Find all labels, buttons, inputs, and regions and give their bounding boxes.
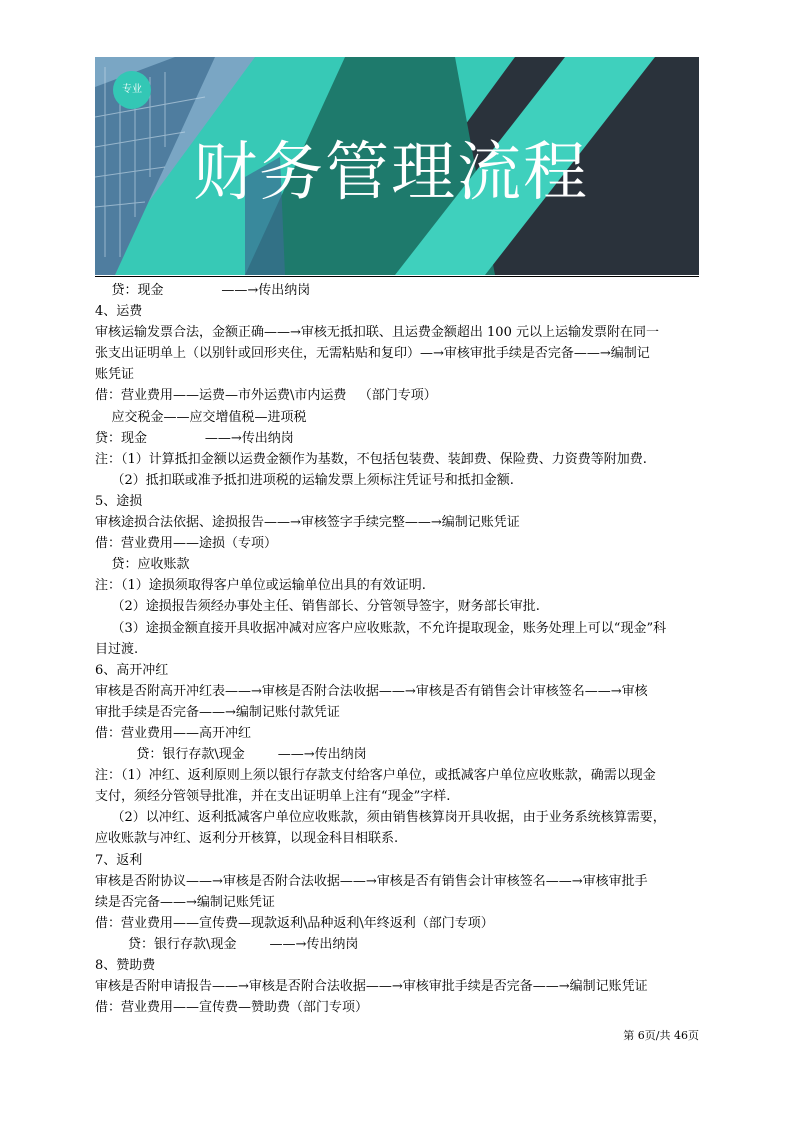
text-line: 贷：银行存款\现金 ——→传出纳岗 — [95, 936, 359, 952]
section-heading: 7、返利 — [95, 852, 143, 868]
text-line: 支付，须经分管领导批准，并在支出证明单上注有“现金”字样. — [95, 789, 451, 805]
section-heading: 8、赞助费 — [95, 958, 156, 973]
text-line: 应交税金——应交增值税—进项税 — [95, 409, 307, 425]
text-line: 注：（1）冲红、返利原则上须以银行存款支付给客户单位，或抵减客户单位应收账款，确需以现金 — [95, 768, 656, 784]
text-line: （2）途损报告须经办事处主任、销售部长、分管领导签字，财务部长审批. — [95, 599, 540, 615]
section-heading: 4、运费 — [95, 304, 143, 320]
text-line: 贷：应收账款 — [95, 557, 190, 573]
text-line: 借：营业费用——运费—市外运费\市内运费 （部门专项） — [95, 388, 437, 404]
text-line: 审核是否附高开冲红表——→审核是否附合法收据——→审核是否有销售会计审核签名——→审核 — [95, 683, 648, 699]
text-line: 注：（1）计算抵扣金额以运费金额作为基数，不包括包装费、装卸费、保险费、力资费等附加费. — [95, 451, 647, 467]
text-line: 借：营业费用——宣传费—现款返利\品种返利\年终返利（部门专项） — [95, 915, 494, 931]
text-line: 审核途损合法依据、途损报告——→审核签字手续完整——→编制记账凭证 — [95, 515, 520, 531]
text-line: （2）抵扣联或准予抵扣进项税的运输发票上须标注凭证号和抵扣金额. — [95, 472, 514, 488]
section-heading: 5、途损 — [95, 493, 143, 509]
header-banner — [95, 57, 699, 275]
text-line: 账凭证 — [95, 367, 135, 383]
header-divider — [95, 276, 699, 277]
text-line: 借：营业费用——高开冲红 — [95, 725, 252, 741]
text-line: （2）以冲红、返利抵减客户单位应收账款，须由销售核算岗开具收据，由于业务系统核算需要， — [95, 810, 666, 826]
text-line: 借：营业费用——宣传费—赞助费（部门专项） — [95, 1000, 369, 1016]
text-line: 注：（1）途损须取得客户单位或运输单位出具的有效证明. — [95, 578, 426, 594]
text-line: 目过渡. — [95, 641, 139, 657]
text-line: 审核是否附协议——→审核是否附合法收据——→审核是否有销售会计审核签名——→审核审批手 — [95, 873, 648, 889]
text-line: 续是否完备——→编制记账凭证 — [95, 894, 275, 910]
section-heading: 6、高开冲红 — [95, 662, 169, 678]
text-line: 张支出证明单上（以别针或回形夹住，无需粘贴和复印）—→审核审批手续是否完备——→编制记 — [95, 346, 650, 362]
document-body — [95, 280, 699, 1018]
text-line: 贷：现金 ——→传出纳岗 — [95, 430, 294, 446]
text-line: 借：营业费用——途损（专项） — [95, 536, 278, 552]
text-line: 贷：银行存款\现金 ——→传出纳岗 — [95, 747, 367, 763]
professional-badge: 专业 — [113, 71, 151, 109]
text-line: 审核是否附申请报告——→审核是否附合法收据——→审核审批手续是否完备——→编制记账凭证 — [95, 979, 648, 995]
text-line: 贷：现金 ——→传出纳岗 — [95, 283, 311, 298]
page-number: 第 6页/共 46页 — [623, 1029, 699, 1042]
text-line: 审批手续是否完备——→编制记账付款凭证 — [95, 704, 340, 720]
text-line: 应收账款与冲红、返利分开核算，以现金科目相联系. — [95, 831, 399, 847]
text-line: （3）途损金额直接开具收据冲减对应客户应收账款，不允许提取现金，账务处理上可以“现金”科 — [95, 620, 667, 636]
banner-title: 财务管理流程 — [193, 136, 589, 210]
text-line: 审核运输发票合法，金额正确——→审核无抵扣联、且运费金额超出 100 元以上运输发票附在同一 — [95, 325, 659, 341]
